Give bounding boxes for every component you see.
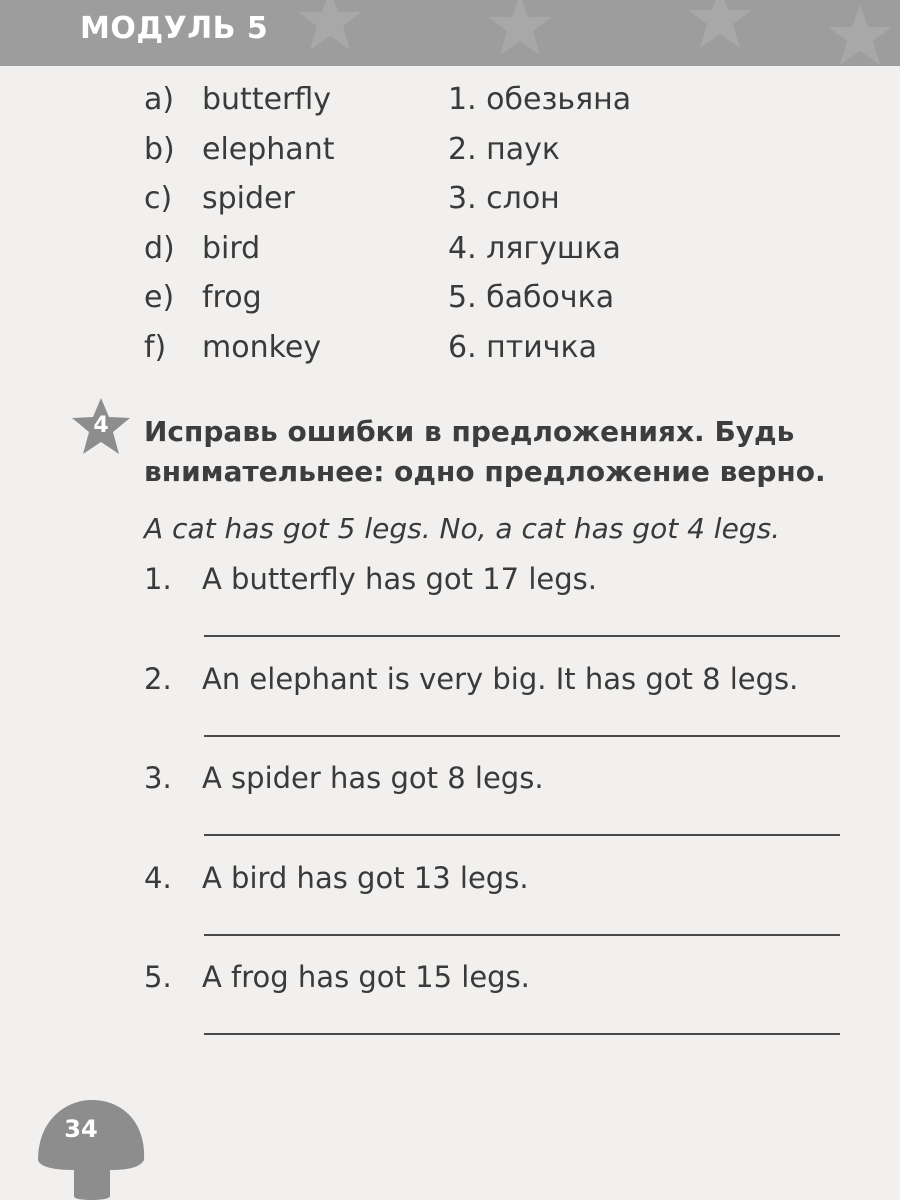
task-example: A cat has got 5 legs. No, a cat has got 4 legs. <box>144 512 781 545</box>
answer-line[interactable] <box>204 735 840 737</box>
sentence-item <box>144 861 864 961</box>
matching-letter: b) <box>144 131 175 167</box>
russian-word: 1. обезьяна <box>448 82 632 117</box>
matching-row <box>144 231 864 281</box>
sentence-item <box>144 761 864 861</box>
mushroom-page-badge-icon <box>36 1098 148 1200</box>
english-word: butterfly <box>202 82 332 117</box>
module-title: МОДУЛЬ 5 <box>80 11 269 46</box>
sentence-text: A frog has got 15 legs. <box>202 960 530 994</box>
task-number: 4 <box>93 413 109 438</box>
sentence-item <box>144 662 864 762</box>
sentence-text: A spider has got 8 legs. <box>202 761 544 795</box>
sentence-list <box>144 562 864 1060</box>
matching-row <box>144 181 864 231</box>
matching-row <box>144 330 864 380</box>
sentence-text: A butterfly has got 17 legs. <box>202 562 597 596</box>
sentence-text: A bird has got 13 legs. <box>202 860 529 895</box>
sentence-number: 2. <box>144 661 172 696</box>
task-instruction: Исправь ошибки в предложениях. Будь внимательнее: одно предложение верно. <box>144 415 826 488</box>
matching-letter: a) <box>144 82 175 117</box>
sentence-number: 3. <box>144 761 172 795</box>
page-number: 34 <box>64 1115 98 1143</box>
matching-row <box>144 132 864 182</box>
module-header <box>0 0 900 66</box>
matching-list <box>144 82 864 379</box>
matching-letter: c) <box>144 181 173 216</box>
russian-word: 6. птичка <box>448 329 597 365</box>
answer-line[interactable] <box>204 934 840 936</box>
sentence-number: 5. <box>144 960 172 994</box>
matching-letter: e) <box>144 280 175 315</box>
matching-row <box>144 82 864 132</box>
russian-word: 3. слон <box>448 181 560 216</box>
english-word: frog <box>202 280 262 315</box>
english-word: bird <box>202 230 261 266</box>
matching-letter: d) <box>144 230 175 266</box>
answer-line[interactable] <box>204 1033 840 1035</box>
sentence-item <box>144 960 864 1060</box>
sentence-text: An elephant is very big. It has got 8 legs. <box>202 661 799 696</box>
sentence-item <box>144 562 864 662</box>
answer-line[interactable] <box>204 834 840 836</box>
matching-row <box>144 280 864 330</box>
russian-word: 2. паук <box>448 131 561 167</box>
russian-word: 4. лягушка <box>448 230 621 266</box>
russian-word: 5. бабочка <box>448 280 615 315</box>
sentence-number: 1. <box>144 562 172 596</box>
sentence-number: 4. <box>144 860 172 895</box>
english-word: elephant <box>202 131 335 167</box>
answer-line[interactable] <box>204 635 840 637</box>
english-word: spider <box>202 181 295 216</box>
english-word: monkey <box>202 329 322 365</box>
matching-letter: f) <box>144 329 167 365</box>
